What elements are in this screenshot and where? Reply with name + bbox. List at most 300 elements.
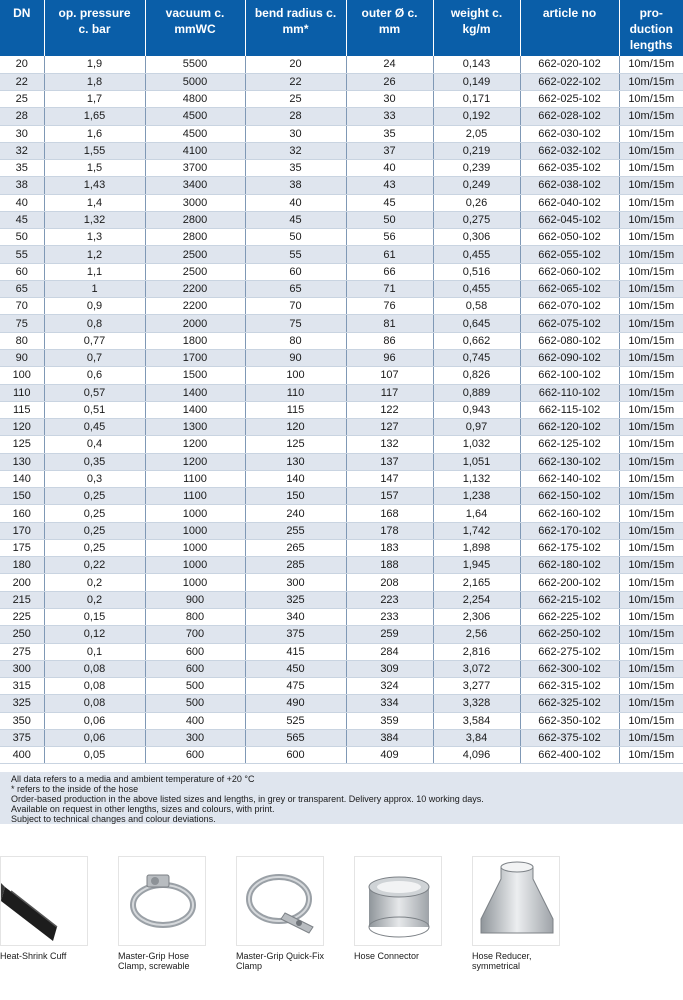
cell-dn: 55 [0,246,44,263]
cell-article-no: 662-200-102 [520,574,619,591]
footnote-line: Subject to technical changes and colour deviations. [11,814,216,824]
cell-outer-diameter: 157 [346,488,433,505]
cell-outer-diameter: 35 [346,125,433,142]
cell-outer-diameter: 40 [346,160,433,177]
cell-bend-radius: 490 [245,695,346,712]
col-header-weight: weight c. kg/m [433,0,520,56]
cell-bend-radius: 340 [245,609,346,626]
cell-weight: 1,032 [433,436,520,453]
cell-production-lengths: 10m/15m [619,401,683,418]
table-row [0,142,683,159]
cell-production-lengths: 10m/15m [619,280,683,297]
col-header-bend-radius: bend radius c. mm* [245,0,346,56]
product-quick-fix-clamp: Master-Grip Quick-Fix Clamp [236,856,346,971]
cell-weight: 1,051 [433,453,520,470]
table-row [0,591,683,608]
cell-production-lengths: 10m/15m [619,643,683,660]
cell-bend-radius: 300 [245,574,346,591]
cell-article-no: 662-028-102 [520,108,619,125]
cell-outer-diameter: 147 [346,470,433,487]
cell-dn: 225 [0,609,44,626]
table-row [0,522,683,539]
cell-weight: 0,58 [433,298,520,315]
cell-vacuum: 1000 [145,557,245,574]
cell-vacuum: 600 [145,643,245,660]
cell-weight: 3,84 [433,729,520,746]
cell-article-no: 662-215-102 [520,591,619,608]
cell-op-pressure: 1,4 [44,194,145,211]
cell-article-no: 662-250-102 [520,626,619,643]
cell-production-lengths: 10m/15m [619,557,683,574]
cell-weight: 0,143 [433,56,520,73]
table-row [0,73,683,90]
cell-vacuum: 1700 [145,350,245,367]
cell-bend-radius: 240 [245,505,346,522]
cell-production-lengths: 10m/15m [619,678,683,695]
cell-outer-diameter: 324 [346,678,433,695]
cell-weight: 0,516 [433,263,520,280]
product-hose-connector: Hose Connector [354,856,464,962]
cell-article-no: 662-038-102 [520,177,619,194]
cell-bend-radius: 60 [245,263,346,280]
cell-vacuum: 2800 [145,211,245,228]
cell-outer-diameter: 50 [346,211,433,228]
cell-weight: 1,132 [433,470,520,487]
cell-vacuum: 1500 [145,367,245,384]
cell-outer-diameter: 81 [346,315,433,332]
cell-op-pressure: 0,3 [44,470,145,487]
cell-bend-radius: 375 [245,626,346,643]
cell-op-pressure: 0,06 [44,712,145,729]
cell-article-no: 662-400-102 [520,747,619,764]
table-row [0,367,683,384]
cell-vacuum: 2000 [145,315,245,332]
cell-op-pressure: 1,1 [44,263,145,280]
cell-article-no: 662-040-102 [520,194,619,211]
col-header-vacuum: vacuum c. mmWC [145,0,245,56]
cell-production-lengths: 10m/15m [619,591,683,608]
cell-article-no: 662-025-102 [520,91,619,108]
table-row [0,229,683,246]
cell-op-pressure: 1,65 [44,108,145,125]
cell-op-pressure: 1,9 [44,56,145,73]
cell-outer-diameter: 43 [346,177,433,194]
cell-dn: 115 [0,401,44,418]
cell-article-no: 662-050-102 [520,229,619,246]
table-row [0,574,683,591]
cell-outer-diameter: 127 [346,419,433,436]
cell-article-no: 662-045-102 [520,211,619,228]
cell-dn: 250 [0,626,44,643]
cell-bend-radius: 100 [245,367,346,384]
cell-dn: 150 [0,488,44,505]
cell-production-lengths: 10m/15m [619,453,683,470]
cell-weight: 0,455 [433,280,520,297]
cell-bend-radius: 70 [245,298,346,315]
cell-vacuum: 1400 [145,401,245,418]
cell-op-pressure: 0,22 [44,557,145,574]
table-row [0,539,683,556]
cell-vacuum: 1200 [145,453,245,470]
cell-op-pressure: 0,25 [44,488,145,505]
cell-bend-radius: 415 [245,643,346,660]
cell-article-no: 662-110-102 [520,384,619,401]
cell-dn: 350 [0,712,44,729]
cell-vacuum: 1300 [145,419,245,436]
cell-outer-diameter: 233 [346,609,433,626]
cell-dn: 45 [0,211,44,228]
cell-weight: 1,742 [433,522,520,539]
product-hose-reducer: Hose Reducer, symmetrical [472,856,582,971]
cell-bend-radius: 55 [245,246,346,263]
cell-weight: 4,096 [433,747,520,764]
hose-connector-icon [354,856,442,946]
cell-weight: 2,56 [433,626,520,643]
cell-bend-radius: 65 [245,280,346,297]
cell-op-pressure: 1,55 [44,142,145,159]
cell-op-pressure: 0,51 [44,401,145,418]
table-row [0,505,683,522]
cell-dn: 75 [0,315,44,332]
cell-bend-radius: 265 [245,539,346,556]
cell-dn: 50 [0,229,44,246]
cell-weight: 3,277 [433,678,520,695]
cell-outer-diameter: 334 [346,695,433,712]
table-row [0,747,683,764]
cell-production-lengths: 10m/15m [619,315,683,332]
cell-bend-radius: 475 [245,678,346,695]
cell-dn: 175 [0,539,44,556]
cell-article-no: 662-030-102 [520,125,619,142]
cell-outer-diameter: 66 [346,263,433,280]
table-row [0,695,683,712]
cell-outer-diameter: 122 [346,401,433,418]
cell-outer-diameter: 107 [346,367,433,384]
cell-outer-diameter: 284 [346,643,433,660]
cell-vacuum: 3700 [145,160,245,177]
cell-outer-diameter: 61 [346,246,433,263]
cell-article-no: 662-022-102 [520,73,619,90]
cell-production-lengths: 10m/15m [619,436,683,453]
cell-outer-diameter: 76 [346,298,433,315]
cell-op-pressure: 1,43 [44,177,145,194]
table-row [0,557,683,574]
cell-outer-diameter: 26 [346,73,433,90]
cell-vacuum: 700 [145,626,245,643]
cell-dn: 22 [0,73,44,90]
quick-fix-clamp-icon [236,856,324,946]
cell-op-pressure: 0,06 [44,729,145,746]
table-row [0,177,683,194]
cell-weight: 0,455 [433,246,520,263]
cell-weight: 0,26 [433,194,520,211]
table-row [0,401,683,418]
cell-op-pressure: 0,35 [44,453,145,470]
cell-weight: 0,171 [433,91,520,108]
cell-production-lengths: 10m/15m [619,488,683,505]
cell-production-lengths: 10m/15m [619,695,683,712]
cell-dn: 160 [0,505,44,522]
cell-article-no: 662-032-102 [520,142,619,159]
cell-op-pressure: 0,08 [44,678,145,695]
cell-outer-diameter: 309 [346,660,433,677]
table-row [0,678,683,695]
cell-dn: 315 [0,678,44,695]
cell-weight: 0,826 [433,367,520,384]
cell-article-no: 662-125-102 [520,436,619,453]
cell-production-lengths: 10m/15m [619,211,683,228]
footnote-line: All data refers to a media and ambient temperature of +20 °C [11,774,255,784]
cell-weight: 0,219 [433,142,520,159]
cell-production-lengths: 10m/15m [619,73,683,90]
cell-op-pressure: 0,77 [44,332,145,349]
cell-bend-radius: 130 [245,453,346,470]
cell-vacuum: 1200 [145,436,245,453]
cell-outer-diameter: 96 [346,350,433,367]
cell-weight: 3,328 [433,695,520,712]
cell-dn: 35 [0,160,44,177]
cell-weight: 2,165 [433,574,520,591]
cell-article-no: 662-275-102 [520,643,619,660]
cell-weight: 2,816 [433,643,520,660]
cell-weight: 0,889 [433,384,520,401]
cell-production-lengths: 10m/15m [619,177,683,194]
cell-outer-diameter: 384 [346,729,433,746]
cell-article-no: 662-140-102 [520,470,619,487]
cell-production-lengths: 10m/15m [619,229,683,246]
table-row [0,125,683,142]
table-row [0,280,683,297]
cell-production-lengths: 10m/15m [619,470,683,487]
cell-op-pressure: 0,08 [44,695,145,712]
table-row [0,56,683,73]
cell-production-lengths: 10m/15m [619,626,683,643]
cell-op-pressure: 1,32 [44,211,145,228]
cell-bend-radius: 325 [245,591,346,608]
cell-vacuum: 2800 [145,229,245,246]
cell-dn: 80 [0,332,44,349]
cell-weight: 1,64 [433,505,520,522]
cell-weight: 1,238 [433,488,520,505]
table-row [0,729,683,746]
cell-vacuum: 800 [145,609,245,626]
cell-bend-radius: 120 [245,419,346,436]
table-row [0,160,683,177]
cell-outer-diameter: 168 [346,505,433,522]
cell-op-pressure: 0,6 [44,367,145,384]
cell-outer-diameter: 117 [346,384,433,401]
cell-vacuum: 600 [145,747,245,764]
cell-article-no: 662-075-102 [520,315,619,332]
cell-bend-radius: 45 [245,211,346,228]
table-row [0,419,683,436]
cell-outer-diameter: 188 [346,557,433,574]
cell-production-lengths: 10m/15m [619,125,683,142]
cell-op-pressure: 0,7 [44,350,145,367]
cell-weight: 0,275 [433,211,520,228]
cell-op-pressure: 1 [44,280,145,297]
cell-dn: 25 [0,91,44,108]
spec-table-body [0,56,683,764]
cell-dn: 120 [0,419,44,436]
cell-dn: 20 [0,56,44,73]
cell-production-lengths: 10m/15m [619,263,683,280]
cell-production-lengths: 10m/15m [619,574,683,591]
cell-production-lengths: 10m/15m [619,56,683,73]
cell-outer-diameter: 409 [346,747,433,764]
cell-outer-diameter: 71 [346,280,433,297]
cell-vacuum: 1000 [145,522,245,539]
cell-vacuum: 1400 [145,384,245,401]
cell-production-lengths: 10m/15m [619,91,683,108]
col-header-dn: DN [0,0,44,56]
cell-weight: 2,306 [433,609,520,626]
table-row [0,453,683,470]
cell-weight: 1,898 [433,539,520,556]
table-row [0,263,683,280]
cell-article-no: 662-325-102 [520,695,619,712]
cell-dn: 170 [0,522,44,539]
cell-weight: 3,584 [433,712,520,729]
cell-bend-radius: 285 [245,557,346,574]
cell-article-no: 662-035-102 [520,160,619,177]
cell-outer-diameter: 30 [346,91,433,108]
cell-bend-radius: 50 [245,229,346,246]
cell-bend-radius: 25 [245,91,346,108]
cell-article-no: 662-350-102 [520,712,619,729]
cell-weight: 1,945 [433,557,520,574]
cell-dn: 65 [0,280,44,297]
table-row [0,626,683,643]
cell-dn: 200 [0,574,44,591]
cell-article-no: 662-100-102 [520,367,619,384]
col-header-article-no: article no [520,0,619,56]
cell-dn: 32 [0,142,44,159]
cell-vacuum: 900 [145,591,245,608]
hose-clamp-icon [118,856,206,946]
cell-vacuum: 1800 [145,332,245,349]
cell-article-no: 662-060-102 [520,263,619,280]
cell-bend-radius: 75 [245,315,346,332]
cell-vacuum: 4500 [145,125,245,142]
table-row [0,712,683,729]
cell-vacuum: 5000 [145,73,245,90]
cell-production-lengths: 10m/15m [619,332,683,349]
cell-article-no: 662-160-102 [520,505,619,522]
table-row [0,470,683,487]
cell-article-no: 662-080-102 [520,332,619,349]
cell-outer-diameter: 86 [346,332,433,349]
cell-op-pressure: 0,45 [44,419,145,436]
cell-production-lengths: 10m/15m [619,729,683,746]
cell-vacuum: 1100 [145,488,245,505]
cell-weight: 0,97 [433,419,520,436]
cell-dn: 90 [0,350,44,367]
cell-dn: 100 [0,367,44,384]
cell-op-pressure: 0,8 [44,315,145,332]
cell-vacuum: 1000 [145,539,245,556]
cell-outer-diameter: 183 [346,539,433,556]
cell-bend-radius: 110 [245,384,346,401]
product-heat-shrink-cuff: Heat-Shrink Cuff [0,856,110,962]
cell-production-lengths: 10m/15m [619,384,683,401]
cell-dn: 125 [0,436,44,453]
cell-op-pressure: 0,08 [44,660,145,677]
table-row [0,108,683,125]
cell-op-pressure: 1,6 [44,125,145,142]
cell-vacuum: 4500 [145,108,245,125]
cell-op-pressure: 0,4 [44,436,145,453]
cell-dn: 30 [0,125,44,142]
cell-vacuum: 1000 [145,574,245,591]
cell-article-no: 662-170-102 [520,522,619,539]
cell-vacuum: 2500 [145,263,245,280]
cell-outer-diameter: 45 [346,194,433,211]
cell-production-lengths: 10m/15m [619,350,683,367]
cell-production-lengths: 10m/15m [619,246,683,263]
cell-production-lengths: 10m/15m [619,367,683,384]
cell-op-pressure: 0,12 [44,626,145,643]
footnote-line: * refers to the inside of the hose [11,784,139,794]
cell-vacuum: 3400 [145,177,245,194]
cell-op-pressure: 0,05 [44,747,145,764]
cell-vacuum: 500 [145,695,245,712]
cell-bend-radius: 35 [245,160,346,177]
cell-dn: 140 [0,470,44,487]
footnote-line: Available on request in other lengths, sizes and colours, with print. [11,804,275,814]
cell-bend-radius: 525 [245,712,346,729]
cell-weight: 3,072 [433,660,520,677]
cell-article-no: 662-180-102 [520,557,619,574]
table-row [0,609,683,626]
cell-article-no: 662-300-102 [520,660,619,677]
footnotes [0,772,683,824]
cell-weight: 0,192 [433,108,520,125]
cell-bend-radius: 20 [245,56,346,73]
hose-reducer-icon [472,856,560,946]
cell-vacuum: 1000 [145,505,245,522]
cell-outer-diameter: 359 [346,712,433,729]
cell-dn: 110 [0,384,44,401]
cell-vacuum: 4100 [145,142,245,159]
table-row [0,384,683,401]
table-row [0,246,683,263]
table-row [0,350,683,367]
cell-dn: 275 [0,643,44,660]
cell-op-pressure: 0,25 [44,539,145,556]
cell-weight: 0,239 [433,160,520,177]
cell-article-no: 662-055-102 [520,246,619,263]
cell-op-pressure: 1,3 [44,229,145,246]
cell-bend-radius: 22 [245,73,346,90]
table-row [0,643,683,660]
cell-outer-diameter: 178 [346,522,433,539]
cell-production-lengths: 10m/15m [619,194,683,211]
cell-bend-radius: 450 [245,660,346,677]
cell-op-pressure: 0,2 [44,591,145,608]
cell-production-lengths: 10m/15m [619,522,683,539]
footnote-line: Order-based production in the above listed sizes and lengths, in grey or transparent. Delivery approx. 10 working days. [11,794,484,804]
table-row [0,211,683,228]
table-row [0,91,683,108]
cell-weight: 2,05 [433,125,520,142]
cell-op-pressure: 0,9 [44,298,145,315]
cell-production-lengths: 10m/15m [619,160,683,177]
cell-vacuum: 300 [145,729,245,746]
col-header-production-lengths: pro- duction lengths [619,0,683,56]
cell-outer-diameter: 132 [346,436,433,453]
cell-article-no: 662-070-102 [520,298,619,315]
